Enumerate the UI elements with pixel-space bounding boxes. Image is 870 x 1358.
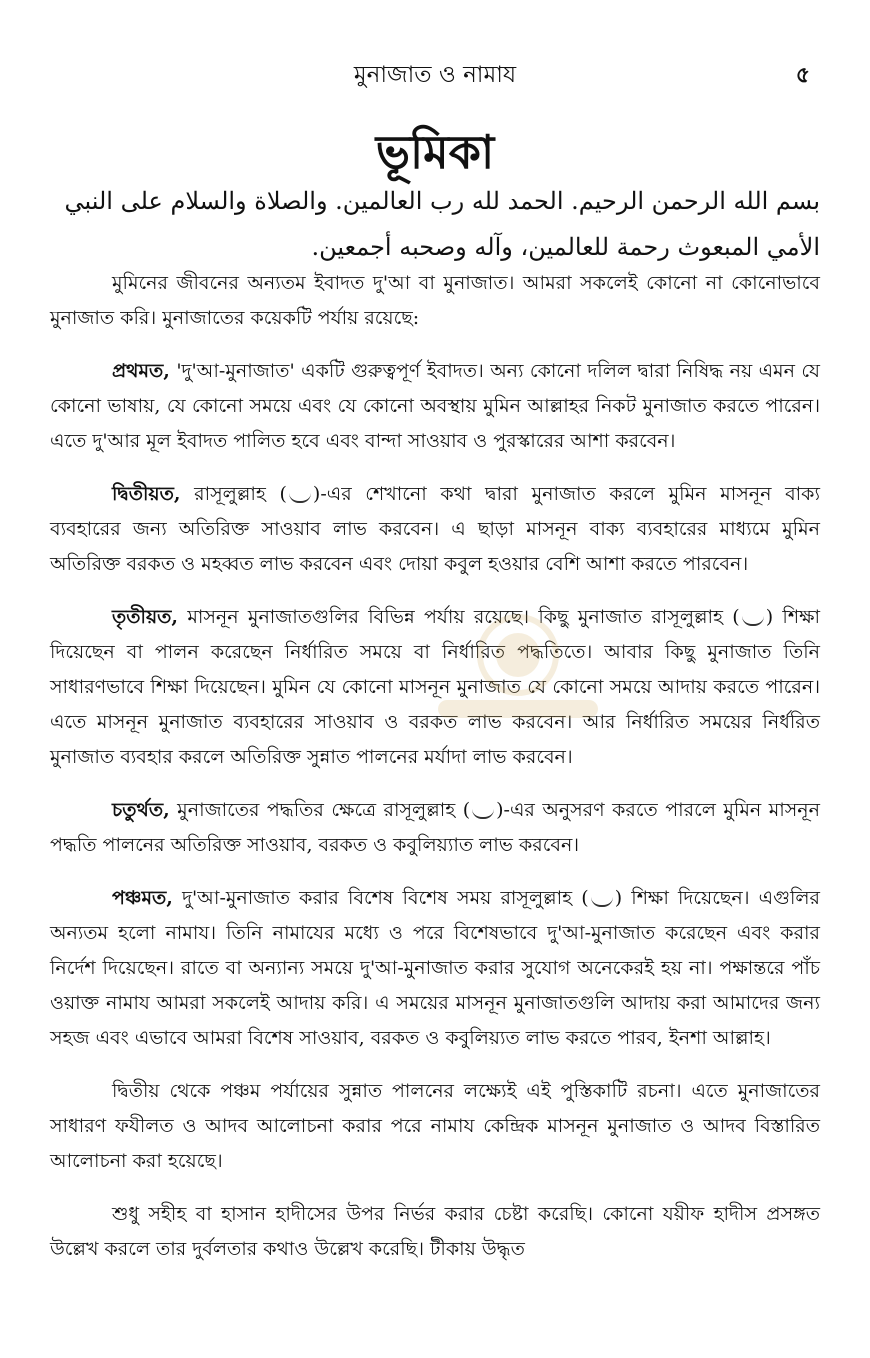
paragraph-lead: প্রথমত,: [112, 360, 170, 382]
paragraph-text: 'দু'আ-মুনাজাত' একটি গুরুত্বপূর্ণ ইবাদত। অন্য কোনো দলিল দ্বারা নিষিদ্ধ নয় এমন যে কোনো ভাষায়, যে কোনো সময়ে এবং যে কোনো অবস্থায় মুমিন আল্লাহর নিকট মুনাজাত করতে পারেন। এতে দু'আর মূল ইবাদত পালিত হবে এবং বান্দা সাওয়াব ও পুরস্কারের আশা করবেন।: [50, 360, 820, 452]
body-text: [50, 266, 820, 1267]
paragraph-purpose: দ্বিতীয় থেকে পঞ্চম পর্যায়ের সুন্নাত পালনের লক্ষ্যেই এই পুস্তিকাটি রচনা। এতে মুনাজাতের সাধারণ ফযীলত ও আদব আলোচনা করার পরে নামায কেন্দ্রিক মাসনূন মুনাজাত ও আদব বিস্তারিত আলোচনা করা হয়েছে।: [50, 1080, 820, 1172]
paragraph-text: ) শিক্ষা দিয়েছেন বা পালন করেছেন নির্ধারিত সময়ে বা নির্ধারিত পদ্ধতিতে। আবার কিছু মুনাজাত তিনি সাধারণভাবে শিক্ষা দিয়েছেন। মুমিন যে কোনো মাসনূন মুনাজাত যে কোনো সময়ে আদায় করতে পারেন। এতে মাসনূন মুনাজাত ব্যবহারের সাওয়াব ও বরকত লাভ করবেন। আর নির্ধারিত সময়ের নির্ধরিত মুনাজাত ব্যবহার করলে অতিরিক্ত সুন্নাত পালনের মর্যাদা লাভ করবেন।: [50, 606, 820, 768]
paragraph-intro: মুমিনের জীবনের অন্যতম ইবাদত দু'আ বা মুনাজাত। আমরা সকলেই কোনো না কোনোভাবে মুনাজাত করি। মুনাজাতের কয়েকটি পর্যায় রয়েছে:: [50, 272, 820, 329]
paragraph-text: )-এর শেখানো কথা দ্বারা মুনাজাত করলে মুমিন মাসনূন বাক্য ব্যবহারের জন্য অতিরিক্ত সাওয়াব লাভ করবেন। এ ছাড়া মাসনূন বাক্য ব্যবহারের মাধ্যমে মুমিন অতিরিক্ত বরকত ও মহব্বত লাভ করবেন এবং দোয়া কবুল হওয়ার বেশি আশা করতে পারবেন।: [50, 483, 820, 575]
paragraph-lead: চতুর্থত,: [112, 799, 170, 821]
paragraph-second: [50, 477, 820, 582]
salutation-symbol-icon: [591, 891, 613, 907]
arabic-invocation: بسم الله الرحمن الرحيم. الحمد لله رب العالمين. والصلاة والسلام على النبي الأمي المبعوث رحمة للعالمين، وآله وصحبه أجمعين.: [64, 187, 820, 261]
paragraph-text: রাসূলুল্লাহ (: [194, 483, 287, 505]
paragraph-fourth: [50, 793, 820, 863]
paragraph-text: মাসনূন মুনাজাতগুলির বিভিন্ন পর্যায় রয়েছে। কিছু মুনাজাত রাসূলুল্লাহ (: [187, 606, 740, 628]
section-title: ভূমিকা: [375, 125, 495, 179]
paragraph-text: মুনাজাতের পদ্ধতির ক্ষেত্রে রাসূলুল্লাহ (: [177, 799, 471, 821]
salutation-symbol-icon: [289, 487, 311, 503]
paragraph-text: দু'আ-মুনাজাত করার বিশেষ বিশেষ সময় রাসূলুল্লাহ (: [182, 887, 589, 909]
paragraph-first: [50, 354, 820, 459]
paragraph-fifth: [50, 881, 820, 1056]
running-title: মুনাজাত ও নামায: [353, 62, 517, 88]
paragraph-text: )-এর অনুসরণ করতে পারলে মুমিন মাসনূন পদ্ধতি পালনের অতিরিক্ত সাওয়াব, বরকত ও কবুলিয়্যাত লাভ করবেন।: [50, 799, 820, 856]
watermark-logo-icon: [418, 600, 618, 730]
salutation-symbol-icon: [472, 803, 494, 819]
salutation-symbol-icon: [742, 610, 764, 626]
paragraph-method: শুধু সহীহ বা হাসান হাদীসের উপর নির্ভর করার চেষ্টা করেছি। কোনো যয়ীফ হাদীস প্রসঙ্গত উল্লেখ করলে তার দুর্বলতার কথাও উল্লেখ করেছি। টীকায় উদ্ধৃত: [50, 1203, 820, 1260]
paragraph-lead: পঞ্চমত,: [112, 887, 173, 909]
paragraph-lead: দ্বিতীয়ত,: [112, 483, 181, 505]
page-number: ৫: [795, 62, 810, 88]
paragraph-lead: তৃতীয়ত,: [112, 606, 179, 628]
paragraph-text: ) শিক্ষা দিয়েছেন। এগুলির অন্যতম হলো নামায। তিনি নামাযের মধ্যে ও পরে বিশেষভাবে দু'আ-মুনাজাত করেছেন এবং করার নির্দেশ দিয়েছেন। রাতে বা অন্যান্য সময়ে দু'আ-মুনাজাত করার সুযোগ অনেকেরই হয় না। পক্ষান্তরে পাঁচ ওয়াক্ত নামায আমরা সকলেই আদায় করি। এ সময়ের মাসনূন মুনাজাতগুলি আদায় করা আমাদের জন্য সহজ এবং এভাবে আমরা বিশেষ সাওয়াব, বরকত ও কবুলিয়্যত লাভ করতে পারব, ইনশা আল্লাহ।: [50, 887, 820, 1049]
